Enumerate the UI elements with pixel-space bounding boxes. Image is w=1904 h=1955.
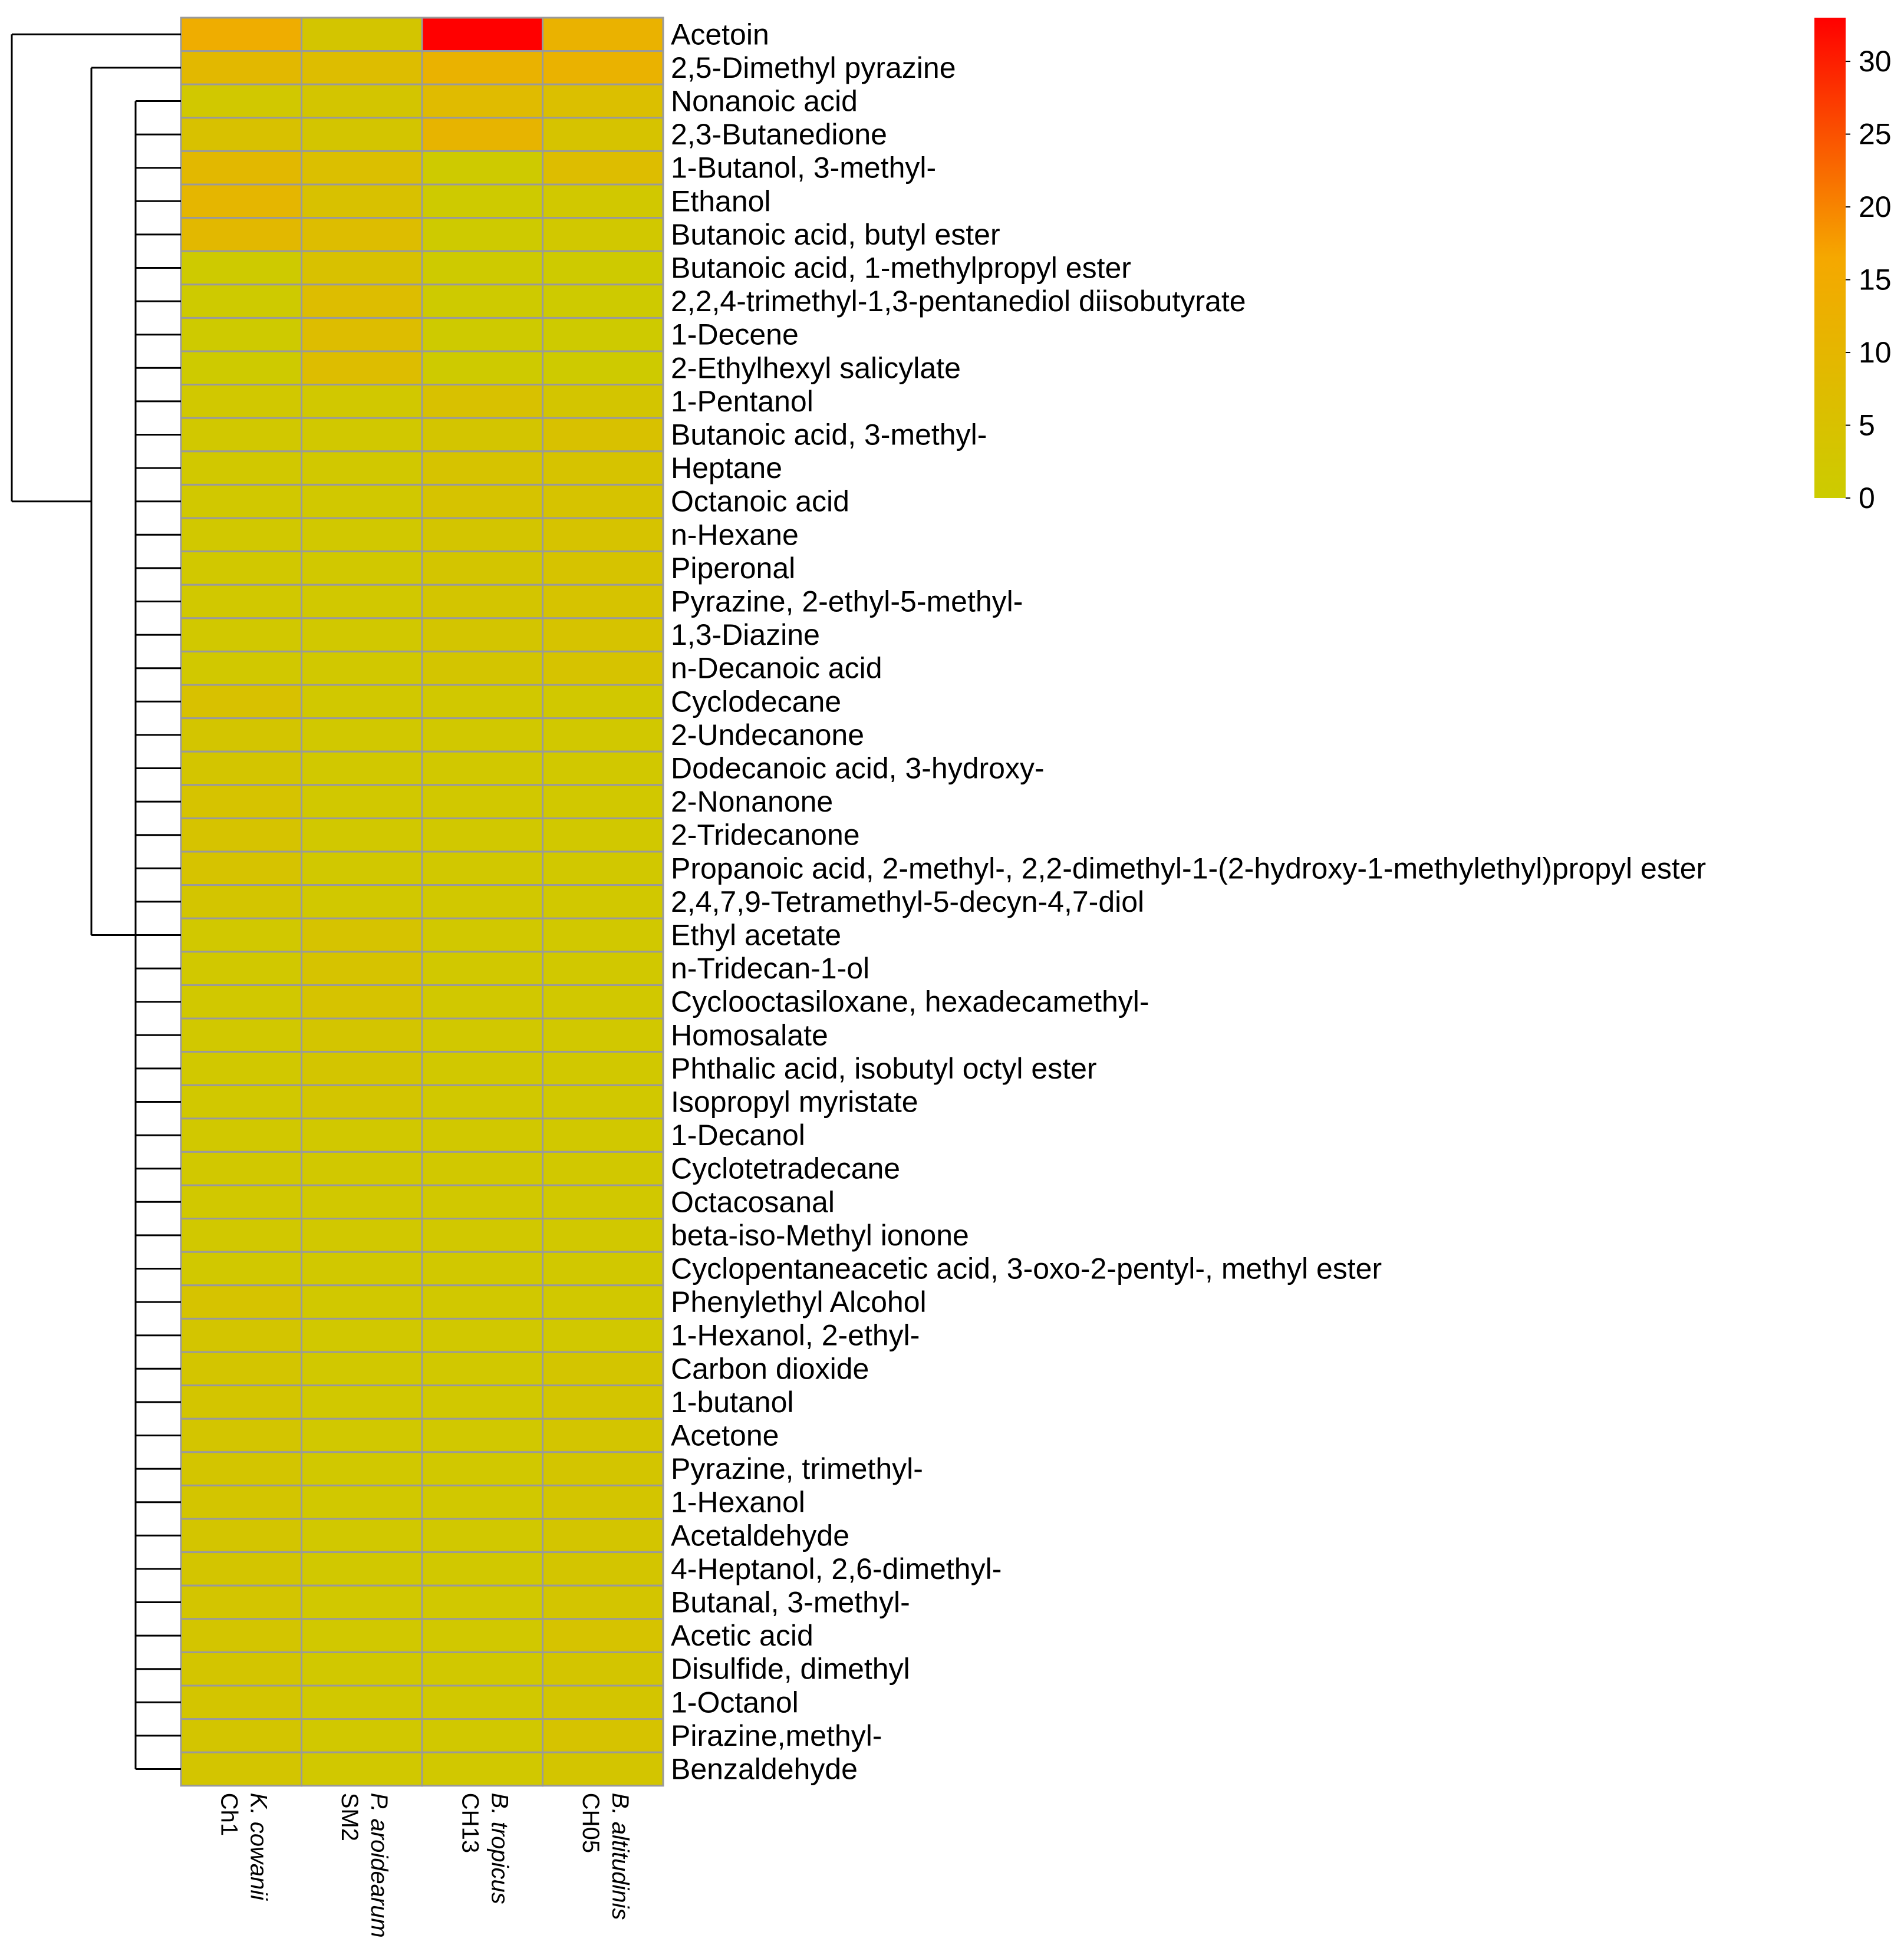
row-label: n-Tridecan-1-ol xyxy=(671,952,870,985)
heatmap-cell xyxy=(422,51,543,85)
heatmap-cell xyxy=(422,1285,543,1319)
row-label: 2-Ethylhexyl salicylate xyxy=(671,351,961,385)
heatmap-cell xyxy=(302,585,423,618)
heatmap-cell xyxy=(422,1619,543,1653)
heatmap-cell xyxy=(422,385,543,418)
heatmap-cell xyxy=(181,885,302,919)
heatmap-cell xyxy=(543,785,664,819)
row-label: Acetone xyxy=(671,1419,779,1452)
legend-tick-label: 10 xyxy=(1859,336,1892,370)
heatmap-cell xyxy=(543,552,664,585)
heatmap-cell xyxy=(422,285,543,318)
heatmap-cell xyxy=(543,818,664,852)
heatmap-cell xyxy=(543,1352,664,1386)
heatmap-cells xyxy=(181,18,663,1786)
heatmap-cell xyxy=(543,585,664,618)
row-label: Pyrazine, trimethyl- xyxy=(671,1452,923,1486)
heatmap-cell xyxy=(543,84,664,118)
row-label: Butanoic acid, 3-methyl- xyxy=(671,418,987,451)
row-label: Piperonal xyxy=(671,551,796,585)
column-species-label: B. tropicus xyxy=(486,1792,513,1904)
heatmap-cell xyxy=(422,885,543,919)
heatmap-cell xyxy=(181,84,302,118)
heatmap-cell xyxy=(302,1085,423,1119)
row-label: Butanoic acid, butyl ester xyxy=(671,217,1000,251)
row-label: Isopropyl myristate xyxy=(671,1085,918,1119)
heatmap-cell xyxy=(302,1386,423,1419)
heatmap-cell xyxy=(422,84,543,118)
heatmap-cell xyxy=(543,1318,664,1352)
heatmap-cell xyxy=(181,751,302,785)
heatmap-cell xyxy=(181,685,302,718)
row-label: Pyrazine, 2-ethyl-5-methyl- xyxy=(671,585,1023,618)
heatmap-cell xyxy=(302,1419,423,1452)
row-label: Homosalate xyxy=(671,1018,828,1052)
heatmap-cell xyxy=(543,918,664,952)
row-label: Octacosanal xyxy=(671,1185,835,1219)
legend-tick-label: 0 xyxy=(1859,482,1875,515)
row-label: 1-Decene xyxy=(671,318,799,351)
heatmap-cell xyxy=(181,1552,302,1586)
legend-tick-label: 20 xyxy=(1859,190,1892,224)
heatmap-cell xyxy=(422,1318,543,1352)
heatmap-cell xyxy=(181,118,302,151)
row-label: Phenylethyl Alcohol xyxy=(671,1285,927,1319)
heatmap-cell xyxy=(181,385,302,418)
row-label: 1-Butanol, 3-methyl- xyxy=(671,151,937,184)
heatmap-cell xyxy=(422,1386,543,1419)
heatmap-cell xyxy=(302,385,423,418)
heatmap-cell xyxy=(302,1519,423,1552)
heatmap-cell xyxy=(302,818,423,852)
heatmap-cell xyxy=(543,1018,664,1052)
heatmap-cell xyxy=(181,618,302,652)
heatmap-cell xyxy=(543,251,664,285)
heatmap-cell xyxy=(181,218,302,252)
heatmap-cell xyxy=(422,118,543,151)
heatmap-cell xyxy=(302,918,423,952)
row-label: Cyclodecane xyxy=(671,685,842,718)
column-labels xyxy=(216,1793,633,1938)
row-label: 2,5-Dimethyl pyrazine xyxy=(671,51,956,84)
heatmap-cell xyxy=(181,1652,302,1686)
row-label: Butanoic acid, 1-methylpropyl ester xyxy=(671,251,1131,285)
heatmap-cell xyxy=(422,1018,543,1052)
heatmap-cell xyxy=(302,1719,423,1753)
heatmap-cell xyxy=(543,285,664,318)
heatmap-cell xyxy=(302,218,423,252)
row-label: 2-Nonanone xyxy=(671,785,834,819)
heatmap-cell xyxy=(543,1719,664,1753)
heatmap-cell xyxy=(302,1652,423,1686)
row-label: Acetaldehyde xyxy=(671,1519,850,1552)
heatmap-cell xyxy=(302,718,423,752)
heatmap-cell xyxy=(181,1519,302,1552)
row-label: Butanal, 3-methyl- xyxy=(671,1585,910,1619)
heatmap-cell xyxy=(422,484,543,518)
row-label: Ethanol xyxy=(671,184,771,218)
heatmap-cell xyxy=(181,552,302,585)
heatmap-cell xyxy=(302,118,423,151)
heatmap-cell xyxy=(543,1585,664,1619)
heatmap-cell xyxy=(543,385,664,418)
heatmap-cell xyxy=(422,785,543,819)
heatmap-cell xyxy=(302,1185,423,1219)
heatmap-cell xyxy=(422,1452,543,1486)
heatmap-cell xyxy=(302,1052,423,1086)
heatmap-cell xyxy=(181,1285,302,1319)
heatmap-cell xyxy=(543,1419,664,1452)
row-label: 2-Tridecanone xyxy=(671,818,860,852)
heatmap-cell xyxy=(181,651,302,685)
heatmap-cell xyxy=(422,518,543,552)
heatmap-cell xyxy=(543,1652,664,1686)
heatmap-cell xyxy=(181,1318,302,1352)
heatmap-cell xyxy=(422,184,543,218)
heatmap-cell xyxy=(422,1752,543,1786)
heatmap-cell xyxy=(422,818,543,852)
column-species-label: P. aroidearum xyxy=(365,1792,392,1938)
heatmap-cell xyxy=(422,685,543,718)
heatmap-cell xyxy=(181,151,302,184)
heatmap-cell xyxy=(422,718,543,752)
heatmap-cell xyxy=(543,1552,664,1586)
heatmap-cell xyxy=(302,418,423,451)
heatmap-cell xyxy=(302,184,423,218)
heatmap-cell xyxy=(422,151,543,184)
heatmap-cell xyxy=(181,1219,302,1252)
heatmap-cell xyxy=(422,18,543,51)
heatmap-cell xyxy=(422,1519,543,1552)
row-label: Nonanoic acid xyxy=(671,84,858,118)
column-species-label: B. altitudinis xyxy=(607,1792,633,1920)
heatmap-cell xyxy=(302,1152,423,1185)
row-label: Octanoic acid xyxy=(671,484,849,518)
column-species-label: K. cowanii xyxy=(245,1792,272,1901)
legend-tick-label: 5 xyxy=(1859,408,1875,442)
row-label: 2,2,4-trimethyl-1,3-pentanediol diisobutyrate xyxy=(671,285,1246,318)
heatmap-cell xyxy=(422,218,543,252)
heatmap-cell xyxy=(302,985,423,1018)
heatmap-cell xyxy=(543,1752,664,1786)
heatmap-cell xyxy=(422,1352,543,1386)
row-label: Phthalic acid, isobutyl octyl ester xyxy=(671,1051,1097,1085)
heatmap-cell xyxy=(181,985,302,1018)
row-label: Cyclotetradecane xyxy=(671,1152,901,1185)
row-label: 1-Octanol xyxy=(671,1686,799,1719)
row-label: Cyclooctasiloxane, hexadecamethyl- xyxy=(671,985,1149,1018)
row-label: 2-Undecanone xyxy=(671,718,865,751)
row-label: 1-Hexanol, 2-ethyl- xyxy=(671,1318,920,1352)
heatmap-cell xyxy=(181,1619,302,1653)
heatmap-cell xyxy=(181,285,302,318)
row-label: 1-Hexanol xyxy=(671,1485,805,1519)
row-label: 1,3-Diazine xyxy=(671,618,820,652)
heatmap-cell xyxy=(543,1452,664,1486)
heatmap-cell xyxy=(422,751,543,785)
heatmap-cell xyxy=(422,1052,543,1086)
heatmap-cell xyxy=(302,751,423,785)
heatmap-cell xyxy=(181,1052,302,1086)
row-label: Acetoin xyxy=(671,18,769,51)
heatmap-cell xyxy=(543,1085,664,1119)
row-label: Carbon dioxide xyxy=(671,1352,869,1386)
heatmap-cell xyxy=(302,351,423,385)
row-label: 4-Heptanol, 2,6-dimethyl- xyxy=(671,1552,1002,1585)
heatmap-cell xyxy=(302,84,423,118)
heatmap-cell xyxy=(302,785,423,819)
heatmap-cell xyxy=(302,518,423,552)
row-label: Heptane xyxy=(671,451,783,485)
column-strain-label: Ch1 xyxy=(216,1792,242,1837)
heatmap-cell xyxy=(543,518,664,552)
heatmap-cell xyxy=(302,1752,423,1786)
heatmap-cell xyxy=(181,1719,302,1753)
heatmap-cell xyxy=(543,985,664,1018)
heatmap-cell xyxy=(422,418,543,451)
row-label: 2,4,7,9-Tetramethyl-5-decyn-4,7-diol xyxy=(671,885,1145,918)
heatmap-cell xyxy=(181,451,302,485)
heatmap-cell xyxy=(302,18,423,51)
heatmap-cell xyxy=(302,1119,423,1152)
heatmap-cell xyxy=(543,1219,664,1252)
heatmap-cell xyxy=(422,651,543,685)
legend-tick-label: 25 xyxy=(1859,117,1892,151)
heatmap-cell xyxy=(181,718,302,752)
heatmap-cell xyxy=(302,685,423,718)
row-label: beta-iso-Methyl ionone xyxy=(671,1218,969,1252)
legend-tick-label: 30 xyxy=(1859,45,1892,78)
heatmap-cell xyxy=(181,518,302,552)
heatmap-cell xyxy=(302,251,423,285)
heatmap-cell xyxy=(422,1219,543,1252)
legend-tick-label: 15 xyxy=(1859,263,1892,296)
heatmap-cell xyxy=(181,918,302,952)
heatmap-cell xyxy=(302,1318,423,1352)
heatmap-cell xyxy=(422,852,543,885)
heatmap-cell xyxy=(543,751,664,785)
heatmap-cell xyxy=(422,952,543,985)
heatmap-cell xyxy=(543,451,664,485)
row-label: 2,3-Butanedione xyxy=(671,118,887,151)
heatmap-cell xyxy=(302,1219,423,1252)
heatmap-cell xyxy=(543,1119,664,1152)
heatmap-cell xyxy=(181,1386,302,1419)
row-label: Ethyl acetate xyxy=(671,918,842,952)
heatmap-cell xyxy=(543,1686,664,1719)
heatmap-cell xyxy=(302,1452,423,1486)
heatmap-cell xyxy=(543,1052,664,1086)
heatmap-cell xyxy=(422,1152,543,1185)
heatmap-cell xyxy=(181,1419,302,1452)
heatmap-cell xyxy=(543,952,664,985)
heatmap-cell xyxy=(302,552,423,585)
heatmap-cell xyxy=(302,1619,423,1653)
heatmap-cell xyxy=(422,1686,543,1719)
heatmap-cell xyxy=(543,1386,664,1419)
heatmap-cell xyxy=(543,1485,664,1519)
heatmap-cell xyxy=(181,1752,302,1786)
heatmap-cell xyxy=(181,1252,302,1285)
heatmap-cell xyxy=(181,1018,302,1052)
heatmap-cell xyxy=(181,351,302,385)
heatmap-cell xyxy=(302,1552,423,1586)
heatmap-cell xyxy=(302,1018,423,1052)
heatmap-cell xyxy=(181,1485,302,1519)
heatmap-cell xyxy=(302,1686,423,1719)
color-legend xyxy=(1814,18,1892,515)
heatmap-cell xyxy=(543,1252,664,1285)
row-label: Propanoic acid, 2-methyl-, 2,2-dimethyl-1-(2-hydroxy-1-methylethyl)propyl ester xyxy=(671,852,1707,885)
heatmap-cell xyxy=(543,1285,664,1319)
heatmap-cell xyxy=(302,1252,423,1285)
heatmap-cell xyxy=(302,618,423,652)
heatmap-cell xyxy=(543,1619,664,1653)
row-label: Dodecanoic acid, 3-hydroxy- xyxy=(671,751,1045,785)
legend-color-bar xyxy=(1814,18,1846,498)
column-strain-label: CH05 xyxy=(577,1792,604,1854)
heatmap-cell xyxy=(302,151,423,184)
heatmap-cell xyxy=(422,985,543,1018)
heatmap-cell xyxy=(181,818,302,852)
heatmap-cell xyxy=(181,952,302,985)
heatmap-cell xyxy=(181,484,302,518)
heatmap-cell xyxy=(302,1285,423,1319)
heatmap-cell xyxy=(422,618,543,652)
heatmap-cell xyxy=(422,1552,543,1586)
heatmap-cell xyxy=(181,1185,302,1219)
heatmap-cell xyxy=(422,351,543,385)
heatmap-cell xyxy=(422,251,543,285)
heatmap-cell xyxy=(181,1585,302,1619)
heatmap-cell xyxy=(543,618,664,652)
row-dendrogram xyxy=(12,34,181,1769)
heatmap-cell xyxy=(543,318,664,351)
column-strain-label: SM2 xyxy=(336,1792,363,1842)
heatmap-cell xyxy=(302,1585,423,1619)
heatmap-cell xyxy=(543,418,664,451)
row-label: Benzaldehyde xyxy=(671,1752,858,1786)
row-label: Cyclopentaneacetic acid, 3-oxo-2-pentyl-, methyl ester xyxy=(671,1252,1382,1285)
heatmap-cell xyxy=(422,318,543,351)
row-label: 1-Pentanol xyxy=(671,384,813,418)
column-strain-label: CH13 xyxy=(457,1792,483,1854)
heatmap-cell xyxy=(181,1686,302,1719)
heatmap-cell xyxy=(422,1252,543,1285)
heatmap-cell xyxy=(302,318,423,351)
heatmap-cell xyxy=(181,585,302,618)
heatmap-cell xyxy=(422,1419,543,1452)
heatmap-cell xyxy=(422,1085,543,1119)
heatmap-cell xyxy=(181,1152,302,1185)
heatmap-cell xyxy=(543,351,664,385)
heatmap-cell xyxy=(302,1352,423,1386)
heatmap-cell xyxy=(181,418,302,451)
heatmap-cell xyxy=(302,651,423,685)
heatmap-cell xyxy=(181,785,302,819)
heatmap-cell xyxy=(422,918,543,952)
heatmap-cell xyxy=(181,852,302,885)
heatmap-cell xyxy=(543,218,664,252)
heatmap-cell xyxy=(302,885,423,919)
heatmap-cell xyxy=(181,251,302,285)
heatmap-cell xyxy=(543,651,664,685)
heatmap-cell xyxy=(302,285,423,318)
heatmap-cell xyxy=(302,484,423,518)
heatmap-cell xyxy=(543,1519,664,1552)
row-label: n-Hexane xyxy=(671,518,799,552)
heatmap-cell xyxy=(422,552,543,585)
heatmap-cell xyxy=(181,1352,302,1386)
heatmap-cell xyxy=(543,151,664,184)
heatmap-cell xyxy=(543,51,664,85)
heatmap-cell xyxy=(543,885,664,919)
heatmap-cell xyxy=(302,1485,423,1519)
row-labels xyxy=(671,18,1706,1785)
heatmap-cell xyxy=(422,1485,543,1519)
heatmap-cell xyxy=(422,1185,543,1219)
heatmap-cell xyxy=(422,1652,543,1686)
heatmap-cell xyxy=(302,952,423,985)
heatmap-cell xyxy=(181,51,302,85)
heatmap-cell xyxy=(543,118,664,151)
heatmap-cell xyxy=(543,484,664,518)
heatmap-cell xyxy=(543,1152,664,1185)
heatmap-cell xyxy=(181,1452,302,1486)
heatmap-cell xyxy=(422,1719,543,1753)
heatmap-cell xyxy=(543,852,664,885)
heatmap-cell xyxy=(543,718,664,752)
heatmap-cell xyxy=(543,184,664,218)
heatmap-cell xyxy=(422,1585,543,1619)
heatmap-cell xyxy=(543,18,664,51)
heatmap-cell xyxy=(181,1085,302,1119)
row-label: Disulfide, dimethyl xyxy=(671,1652,910,1686)
heatmap-cell xyxy=(181,1119,302,1152)
row-label: Acetic acid xyxy=(671,1619,813,1653)
heatmap-cell xyxy=(543,1185,664,1219)
heatmap-cell xyxy=(302,852,423,885)
heatmap-cell xyxy=(543,685,664,718)
row-label: Pirazine,methyl- xyxy=(671,1719,882,1752)
heatmap-cell xyxy=(422,451,543,485)
row-label: 1-Decanol xyxy=(671,1119,805,1152)
row-label: 1-butanol xyxy=(671,1385,794,1419)
heatmap-cell xyxy=(302,51,423,85)
heatmap-cell xyxy=(181,184,302,218)
heatmap-cell xyxy=(181,318,302,351)
heatmap-cell xyxy=(422,1119,543,1152)
heatmap-cell xyxy=(302,451,423,485)
heatmap-cell xyxy=(181,18,302,51)
row-label: n-Decanoic acid xyxy=(671,651,882,685)
heatmap-cell xyxy=(422,585,543,618)
